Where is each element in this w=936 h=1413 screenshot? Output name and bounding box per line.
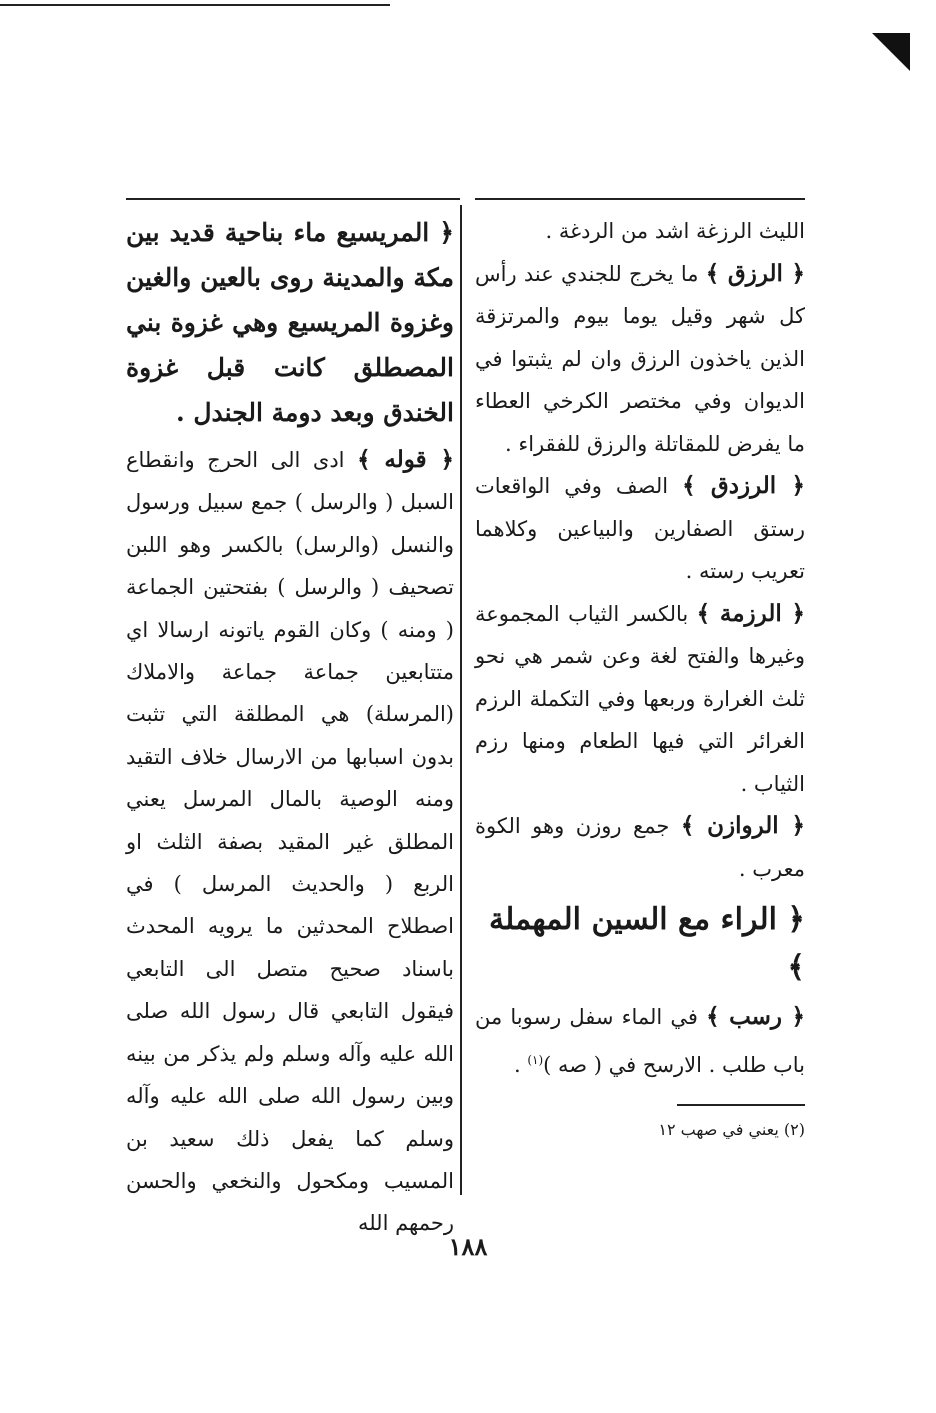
entry-muraysi: ﴿ المريسيع ماء بناحية قديد بين مكة والمدينة روى بالعين والغين وغزوة المريسيع وهي غزوة بني المصطلق كانت قبل غزوة الخندق وبعد دومة الجندل .	[126, 218, 454, 427]
right-column-top-rule	[475, 198, 805, 200]
entry-razdaq	[475, 465, 805, 593]
footnote: (٢) يعني في صهب ١٢	[658, 1120, 805, 1139]
section-heading: ﴿ الراء مع السين المهملة ﴾	[489, 902, 805, 985]
top-edge-rule	[0, 4, 390, 6]
right-column	[475, 210, 805, 1142]
entry-rizq	[475, 253, 805, 466]
entry-term: ﴿ قوله ﴾	[357, 446, 454, 473]
page-number: ١٨٨	[448, 1232, 488, 1261]
entry-end: .	[513, 1052, 521, 1077]
column-divider	[460, 205, 462, 1195]
entry-text: في الماء سفل رسوبا من باب طلب . الارسح في ( صه )	[475, 1005, 805, 1077]
footnote-rule	[677, 1104, 805, 1106]
entry-rawazin	[475, 805, 805, 890]
entry-term: ﴿ الرزق ﴾	[705, 259, 805, 287]
entry-qawlahu	[126, 439, 454, 1245]
entry-term: ﴿ الروازن ﴾	[680, 812, 805, 839]
footnote-marker: (١)	[527, 1052, 544, 1067]
left-column-top-rule	[126, 198, 460, 200]
entry-term: ﴿ الرزدق ﴾	[682, 472, 805, 499]
entry-text: ادى الى الحرج وانقطاع السبل ( والرسل ) جمع سبيل ورسول والنسل (والرسل) بالكسر وهو اللبن تصحيف ( والرسل ) بفتحتين الجماعة ( ومنه ) وكان القوم ياتونه ارسالا اي متتابعين جماعة جماعة والاملاك (المرسلة) هي المطلقة التي تثبت بدون اسبابها من الارسال خلاف التقيد ومنه الوصية بالمال المرسل يعني المطلق غير المقيد بصفة الثلث او الربع ( والحديث المرسل ) في اصطلاح المحدثين ما يرويه المحدث باسناد صحيح متصل الى التابعي فيقول التابعي قال رسول الله صلى الله عليه وآله وسلم ولم يذكر من بينه وبين رسول الله صلى الله عليه وآله وسلم كما يفعل ذلك سعيد بن المسيب ومكحول والنخعي والحسن رحمهم الله	[126, 448, 454, 1236]
entry-text: جمع روزن وهو الكوة معرب .	[475, 814, 805, 881]
entry-rasaba	[475, 996, 805, 1086]
entry-term: ﴿ الرزمة ﴾	[696, 599, 805, 627]
entry-term: ﴿ رسب ﴾	[706, 1003, 805, 1030]
entry-rizma	[475, 593, 805, 806]
entry-text: ما يخرج للجندي عند رأس كل شهر وقيل يوما بيوم والمرتزقة الذين ياخذون الرزق وان لم يثبتوا في الديوان وفي مختصر الكرخي العطاء ما يفرض للمقاتلة والرزق للفقراء .	[475, 261, 805, 456]
right-para-1: الليث الرزغة اشد من الردغة .	[545, 219, 805, 243]
entry-text: بالكسر الثياب المجموعة وغيرها والفتح لغة وعن شمر هي نحو ثلث الغرارة وربعها وفي التكملة الرزم الغرائر التي فيها الطعام ومنها رزم الثياب .	[475, 601, 805, 796]
corner-triangle-mark	[872, 33, 910, 71]
entry-text: الصف وفي الواقعات رستق الصفارين والبياعين وكلاهما تعريب رسته .	[475, 474, 805, 583]
left-column	[126, 210, 454, 1245]
